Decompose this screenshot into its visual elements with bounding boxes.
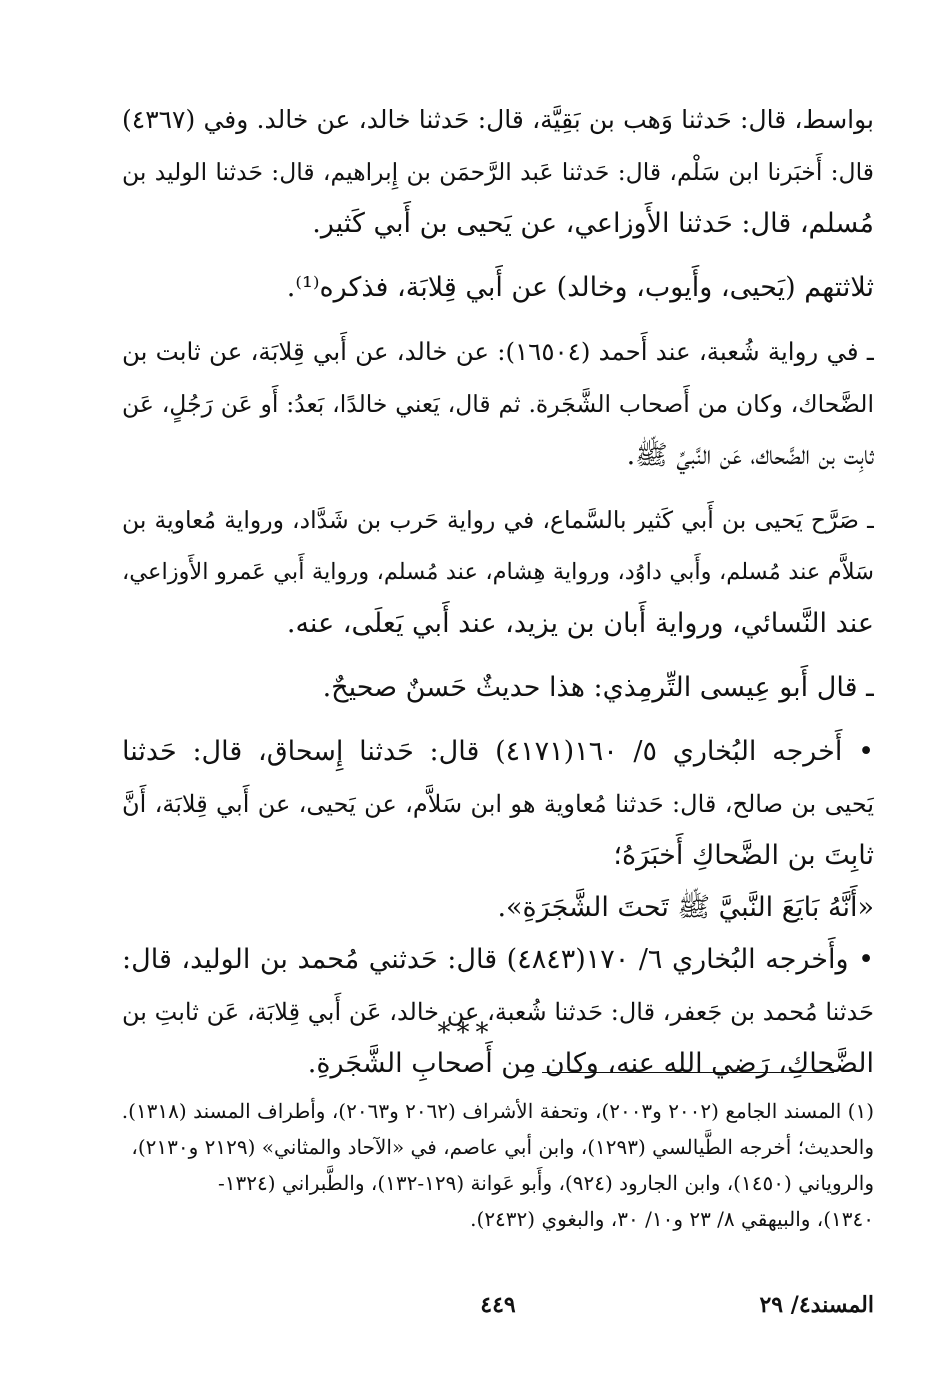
text-line: • أَخرجه البُخاري ٥/ ١٦٠(٤١٧١) قال: حَدثنا إِسحاق، قال: حَدثنا bbox=[122, 736, 874, 767]
paragraph-gap bbox=[122, 250, 874, 262]
text-line: الضَّحاك، وكان من أَصحاب الشَّجَرة. ثم قال، يَعني خالدًا، بَعدُ: أَو عَن رَجُلٍ، عَن bbox=[122, 390, 874, 418]
text-line: ـ قال أَبو عِيسى التِّرمِذي: هذا حديثٌ حَسنٌ صحيحٌ. bbox=[322, 672, 874, 703]
text-line: حَدثنا مُحمد بن جَعفر، قال: حَدثنا شُعبة، عن خالد، عَن أَبي قِلابَة، عَن ثابتِ بن bbox=[122, 998, 874, 1026]
text-line: يَحيى بن صالح، قال: حَدثنا مُعاوية هو ابن سَلاَّم، عن يَحيى، عن أَبي قِلابَة، أَنَّ bbox=[122, 790, 874, 818]
text-line: الضَّحاكِ، رَضي الله عنه، وكان مِن أَصحابِ الشَّجَرةِ. bbox=[307, 1048, 874, 1079]
paragraph-gap bbox=[122, 650, 874, 662]
footnote-line: ١٣٤٠)، والبيهقي ٨/ ٢٣ و١٠/ ٣٠، والبغوي (٢٤٣٢). bbox=[470, 1207, 874, 1231]
text-line: ـ صَرَّح يَحيى بن أَبي كَثير بالسَّماع، في رواية حَرب بن شَدَّاد، ورواية مُعاوية بن bbox=[122, 506, 874, 534]
text-line: قال: أَخبَرنا ابن سَلْم، قال: حَدثنا عَبد الرَّحمَن بن إِبراهيم، قال: حَدثنا الوليد بن bbox=[122, 158, 874, 186]
page-footer bbox=[122, 1292, 874, 1332]
text-line: ـ في رواية شُعبة، عند أَحمد (١٦٥٠٤): عن خالد، عن أَبي قِلابَة، عن ثابت بن bbox=[122, 337, 874, 366]
text-line: مُسلم، قال: حَدثنا الأَوزاعي، عن يَحيى بن أَبي كَثير. bbox=[312, 208, 874, 239]
footnotes bbox=[122, 1093, 874, 1237]
text-line: ثلاثتهم (يَحيى، وأَيوب، وخالد) عن أَبي قِلابَة، فذكره⁽¹⁾. bbox=[286, 272, 874, 303]
text-line: ثابِتَ بن الضَّحاكِ أَخبَرَهُ؛ bbox=[613, 840, 874, 871]
paragraph-gap bbox=[122, 482, 874, 494]
footnote-line: (١) المسند الجامع (٢٠٠٢ و٢٠٠٣)، وتحفة الأشراف (٢٠٦٢ و٢٠٦٣)، وأطراف المسند (١٣١٨). bbox=[122, 1099, 874, 1123]
volume-reference: المسند٤/ ٢٩ bbox=[759, 1292, 874, 1318]
text-line: سَلاَّم عند مُسلم، وأَبي داوُد، ورواية هِشام، عند مُسلم، ورواية أَبي عَمرو الأَوزاعي، bbox=[122, 559, 874, 585]
text-line: «أَنَّهُ بَايَعَ النَّبيَّ ﷺ تَحتَ الشَّجَرَةِ». bbox=[497, 892, 874, 923]
paragraph-gap bbox=[122, 714, 874, 726]
text-line: عند النَّسائي، ورواية أَبان بن يزيد، عند أَبي يَعلَى، عنه. bbox=[286, 608, 874, 639]
text-line: • وأَخرجه البُخاري ٦/ ١٧٠(٤٨٤٣) قال: حَدثني مُحمد بن الوليد، قال: bbox=[122, 944, 874, 975]
footnote-divider bbox=[542, 1072, 834, 1073]
footnote-line: والحديث؛ أخرجه الطَّيالسي (١٢٩٣)، وابن أبي عاصم، في «الآحاد والمثاني» (٢١٢٩ و٢١٣٠)، bbox=[131, 1135, 874, 1159]
section-separator-stars: *** bbox=[437, 1018, 495, 1048]
main-text-body bbox=[122, 94, 874, 1090]
footnote-line: والروياني (١٤٥٠)، وابن الجارود (٩٢٤)، وأَبو عَوانة (١٢٩-١٣٢)، والطَّبراني (١٣٢٤- bbox=[218, 1171, 874, 1195]
page-number: ٤٤٩ bbox=[480, 1292, 516, 1318]
text-line: بواسط، قال: حَدثنا وَهب بن بَقِيَّة، قال: حَدثنا خالد، عن خالد. وفي (٤٣٦٧) bbox=[122, 105, 874, 134]
paragraph-gap bbox=[122, 314, 874, 326]
text-line: ثابِت بن الضَّحاك، عَن النَّبيِّ ﷺ. bbox=[626, 440, 874, 471]
